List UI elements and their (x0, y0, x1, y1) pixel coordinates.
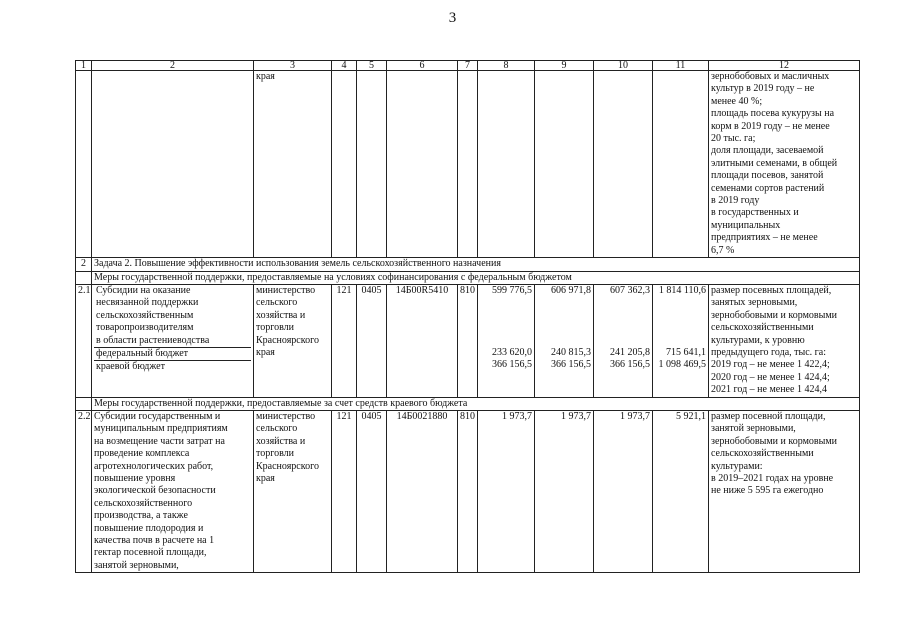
grbs-code: 121 (332, 284, 357, 397)
section-title: Меры государственной поддержки, предоставляемые за счет средств краевого бюджета (92, 397, 860, 410)
amount-2019: 1 973,7 (478, 410, 535, 572)
header-cell: 10 (594, 61, 653, 71)
federal-budget-label: федеральный бюджет (94, 347, 251, 360)
rzpr-code: 0405 (357, 284, 387, 397)
expected-result: размер посевных площадей, занятых зерновыми, зернобобовыми и кормовыми сельскохозяйственными культурами, к уровню предыдущего года, тыс. га: 2019 год – не менее 1 422,4; 2020 год – не менее 1 424,4; 2021 год – не менее 1 424,4 (709, 284, 860, 397)
measure-name: Субсидии государственным и муниципальным предприятиям на возмещение части затрат на проведение комплекса агротехнологических работ, повышение уровня экологической безопасности сельскохозяйственного производства, а также повышение плодородия и качества почв в расчете на 1 гектар посевной площади, занятой зерновыми, (92, 410, 254, 572)
header-cell: 6 (387, 61, 458, 71)
header-cell: 2 (92, 61, 254, 71)
regional-budget-label: краевой бюджет (94, 360, 251, 386)
row-number: 2.1 (76, 284, 92, 397)
executor: министерство сельского хозяйства и торговли Красноярского края (254, 410, 332, 572)
row-2-2 (76, 410, 860, 572)
program-table (75, 60, 860, 573)
header-cell: 3 (254, 61, 332, 71)
amount-total: 5 921,1 (653, 410, 709, 572)
expected-result: размер посевной площади, занятой зерновыми, зернобобовыми и кормовыми сельскохозяйственными культурами: в 2019–2021 годах на уровне не ниже 5 595 га ежегодно (709, 410, 860, 572)
executor: министерство сельского хозяйства и торговли Красноярского края (254, 284, 332, 397)
amount-2020: 1 973,7 (535, 410, 594, 572)
header-cell: 7 (458, 61, 478, 71)
amount-2021: 607 362,3 241 205,8 366 156,5 (594, 284, 653, 397)
header-cell: 11 (653, 61, 709, 71)
amount-2020: 606 971,8 240 815,3 366 156,5 (535, 284, 594, 397)
row-2-1 (76, 284, 860, 397)
continuation-executor: края (254, 71, 332, 258)
vr-code: 810 (458, 284, 478, 397)
task-number: 2 (76, 258, 92, 271)
header-cell: 5 (357, 61, 387, 71)
header-cell: 8 (478, 61, 535, 71)
amount-2019: 599 776,5 233 620,0 366 156,5 (478, 284, 535, 397)
rzpr-code: 0405 (357, 410, 387, 572)
continuation-result: зернобобовых и масличных культур в 2019 году – не менее 40 %; площадь посева кукурузы на корм в 2019 году – не менее 20 тыс. га; доля площади, засеваемой элитными семенами, в общей площади посевов, занятой семенами сортов растений в 2019 году в государственных и муниципальных предприятиях – не менее 6,7 % (709, 71, 860, 258)
header-row (76, 61, 860, 71)
row-number: 2.2 (76, 410, 92, 572)
header-cell: 9 (535, 61, 594, 71)
task2-row (76, 258, 860, 271)
measure-name: Субсидии на оказание несвязанной поддержки сельскохозяйственным товаропроизводителям в области растениеводства федеральный бюджет краевой бюджет (92, 284, 254, 397)
grbs-code: 121 (332, 410, 357, 572)
vr-code: 810 (458, 410, 478, 572)
header-cell: 4 (332, 61, 357, 71)
page-number: 3 (448, 10, 457, 26)
header-cell: 1 (76, 61, 92, 71)
section-regional-row (76, 397, 860, 410)
header-cell: 12 (709, 61, 860, 71)
amount-2021: 1 973,7 (594, 410, 653, 572)
amount-total: 1 814 110,6 715 641,1 1 098 469,5 (653, 284, 709, 397)
section-federal-row (76, 271, 860, 284)
continuation-row (76, 71, 860, 258)
section-title: Меры государственной поддержки, предоставляемые на условиях софинансирования с федеральным бюджетом (92, 271, 860, 284)
csr-code: 14Б0021880 (387, 410, 458, 572)
csr-code: 14Б00R5410 (387, 284, 458, 397)
task-title: Задача 2. Повышение эффективности использования земель сельскохозяйственного назначения (92, 258, 860, 271)
